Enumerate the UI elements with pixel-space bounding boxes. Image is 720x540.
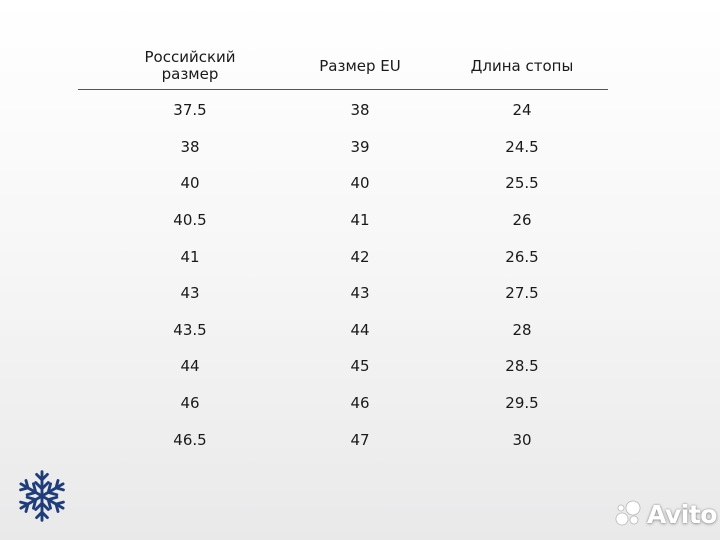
cell-foot-length: 26.5: [505, 247, 539, 266]
cell-eu-size: 38: [350, 101, 370, 120]
cell-foot-length: 25.5: [505, 174, 539, 193]
header-russian-size: Российский размер: [144, 48, 236, 83]
cell-eu-size: 45: [350, 357, 370, 376]
table-row: [78, 385, 608, 422]
cell-foot-length: 26: [512, 211, 532, 230]
cell-eu-size: 39: [350, 137, 370, 156]
snowflake-icon: [15, 468, 69, 524]
avito-watermark: [613, 497, 717, 531]
cell-foot-length: 24.5: [505, 137, 539, 156]
table-body: [78, 92, 608, 458]
cell-eu-size: 46: [350, 394, 370, 413]
cell-russian-size: 46: [180, 394, 200, 413]
cell-foot-length: 30: [512, 430, 532, 449]
cell-eu-size: 43: [350, 284, 370, 303]
avito-logo-icon: [613, 499, 643, 529]
size-table: [78, 43, 608, 458]
table-row: [78, 92, 608, 129]
cell-russian-size: 37.5: [173, 101, 207, 120]
cell-russian-size: 43.5: [173, 320, 207, 339]
table-row: [78, 312, 608, 349]
cell-eu-size: 41: [350, 211, 370, 230]
cell-eu-size: 44: [350, 320, 370, 339]
cell-russian-size: 41: [180, 247, 200, 266]
header-eu-size: Размер EU: [319, 56, 401, 75]
table-row: [78, 348, 608, 385]
cell-foot-length: 29.5: [505, 394, 539, 413]
table-row: [78, 202, 608, 239]
table-row: [78, 129, 608, 166]
header-foot-length: Длина стопы: [470, 56, 574, 75]
cell-russian-size: 40.5: [173, 211, 207, 230]
cell-eu-size: 47: [350, 430, 370, 449]
cell-russian-size: 46.5: [173, 430, 207, 449]
cell-russian-size: 44: [180, 357, 200, 376]
table-row: [78, 275, 608, 312]
cell-eu-size: 40: [350, 174, 370, 193]
table-row: [78, 421, 608, 458]
cell-russian-size: 40: [180, 174, 200, 193]
table-header: [78, 43, 608, 90]
cell-foot-length: 28.5: [505, 357, 539, 376]
table-row: [78, 165, 608, 202]
cell-foot-length: 24: [512, 101, 532, 120]
cell-foot-length: 28: [512, 320, 532, 339]
avito-logo-text: Avito: [647, 499, 717, 529]
table-row: [78, 238, 608, 275]
cell-russian-size: 38: [180, 137, 200, 156]
cell-foot-length: 27.5: [505, 284, 539, 303]
cell-eu-size: 42: [350, 247, 370, 266]
cell-russian-size: 43: [180, 284, 200, 303]
